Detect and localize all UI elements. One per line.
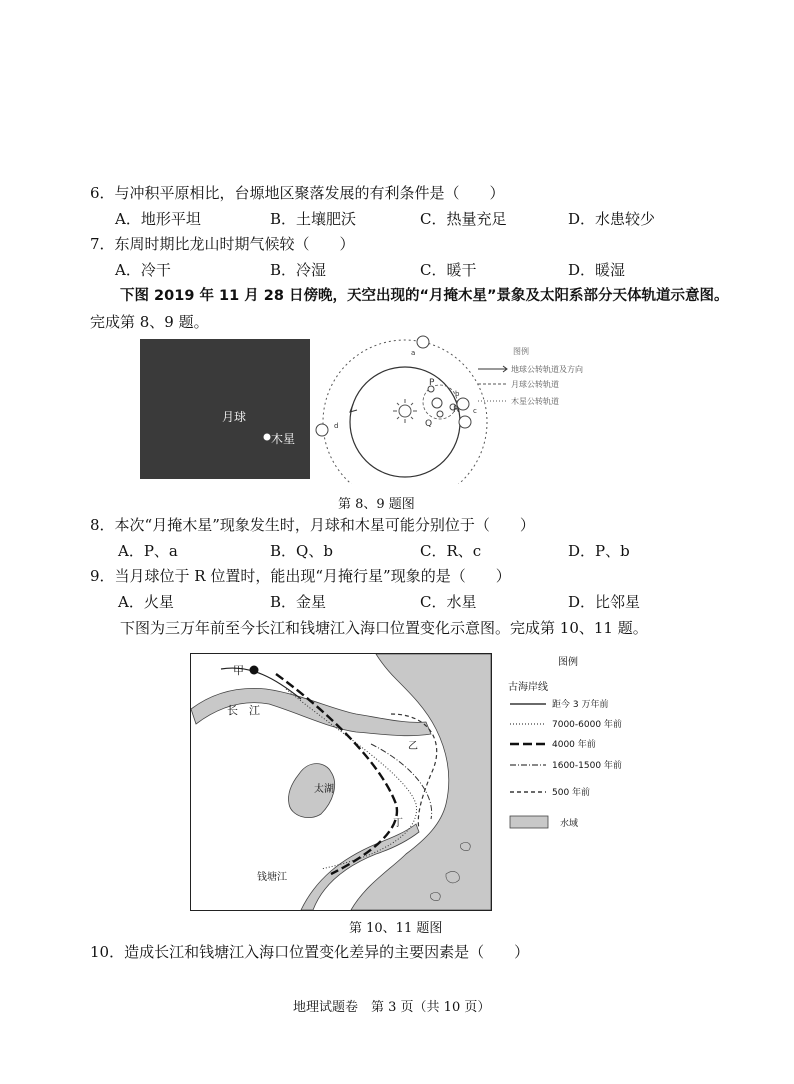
label-q: Q	[425, 419, 433, 429]
orbit-legend-jupiter: 木星公转轨道	[511, 397, 559, 406]
label-jia: 甲	[233, 664, 244, 677]
jupiter-orbit	[323, 340, 487, 484]
figure-8-9-caption: 第 8、9 题图	[338, 497, 415, 512]
jupiter-position-a	[417, 336, 429, 348]
q6-option-c: C．热量充足	[420, 210, 507, 228]
legend-500: 500 年前	[552, 788, 591, 798]
q9-option-d: D．比邻星	[568, 593, 641, 611]
label-b: b	[455, 390, 460, 398]
estuary-map-legend	[500, 653, 640, 833]
orbit-legend-moon: 月球公转轨道	[511, 380, 559, 389]
q7-option-d: D．暖湿	[568, 261, 626, 279]
q8-option-a: A．P、a	[118, 542, 178, 560]
photo-jupiter-label: 木星	[271, 432, 296, 446]
label-changjiang: 长 江	[227, 704, 260, 717]
figure-10-11-caption: 第 10、11 题图	[349, 921, 443, 936]
label-p: P	[429, 378, 435, 388]
crescent-moon-graphic	[140, 339, 310, 479]
q8-option-b: B．Q、b	[270, 542, 333, 560]
orbit-legend-title: 图例	[513, 347, 529, 356]
q7-option-b: B．冷湿	[270, 261, 327, 279]
q7-option-c: C．暖干	[420, 261, 477, 279]
label-yi: 乙	[408, 741, 418, 752]
label-ding: 丁	[393, 818, 403, 829]
q7-option-a: A．冷干	[115, 261, 171, 279]
point-jia	[250, 666, 259, 675]
question-9-stem: 9．当月球位于 R 位置时，能出现“月掩行星”现象的是（ ）	[90, 567, 511, 585]
q6-option-d: D．水患较少	[568, 210, 656, 228]
map-legend-title: 图例	[558, 657, 578, 668]
q6-option-b: B．土壤肥沃	[270, 210, 357, 228]
label-r: R	[453, 405, 460, 415]
q6-option-a: A．地形平坦	[115, 210, 201, 228]
q9-option-b: B．金星	[270, 593, 327, 611]
jupiter-position-d	[316, 424, 328, 436]
orbit-legend-earth: 地球公转轨道及方向	[511, 365, 583, 374]
q9-option-a: A．火星	[118, 593, 174, 611]
intro-8-9-line1: 下图 2019 年 11 月 28 日傍晚，天空出现的“月掩木星”景象及太阳系部分天体轨道示意图。	[120, 288, 729, 304]
page-footer: 地理试题卷 第 3 页（共 10 页）	[293, 1000, 491, 1015]
q8-option-c: C．R、c	[420, 542, 482, 560]
question-8-stem: 8．本次“月掩木星”现象发生时，月球和木星可能分别位于（ ）	[90, 516, 535, 534]
legend-water: 水域	[560, 819, 579, 829]
moon-jupiter-photo	[140, 339, 310, 479]
question-7-stem: 7．东周时期比龙山时期气候较（ ）	[90, 235, 355, 253]
earth-marker	[432, 398, 442, 408]
sea-area	[351, 654, 491, 910]
jupiter-position-b	[459, 416, 471, 428]
label-d: d	[334, 422, 339, 430]
map-legend-subtitle: 古海岸线	[508, 682, 548, 693]
legend-4000: 4000 年前	[552, 740, 596, 750]
label-c: c	[473, 407, 477, 415]
intro-8-9-line2: 完成第 8、9 题。	[90, 313, 209, 331]
legend-1600: 1600-1500 年前	[552, 761, 622, 771]
q8-option-d: D．P、b	[568, 542, 630, 560]
jupiter-dot	[264, 434, 271, 441]
estuary-map	[190, 653, 492, 911]
sun-icon	[393, 399, 417, 423]
question-10-stem: 10．造成长江和钱塘江入海口位置变化差异的主要因素是（ ）	[90, 943, 530, 961]
intro-10-11: 下图为三万年前至今长江和钱塘江入海口位置变化示意图。完成第 10、11 题。	[120, 619, 648, 637]
q9-option-c: C．水星	[420, 593, 477, 611]
label-taihu: 太湖	[314, 784, 334, 795]
orbit-diagram	[313, 334, 613, 484]
moon-position-q	[437, 411, 443, 417]
legend-7000: 7000-6000 年前	[552, 720, 622, 730]
label-qiantang: 钱塘江	[257, 872, 287, 883]
question-6-stem: 6．与冲积平原相比，台塬地区聚落发展的有利条件是（ ）	[90, 184, 505, 202]
legend-30000: 距今 3 万年前	[552, 700, 609, 710]
label-a: a	[411, 349, 416, 357]
photo-moon-label: 月球	[222, 410, 247, 424]
